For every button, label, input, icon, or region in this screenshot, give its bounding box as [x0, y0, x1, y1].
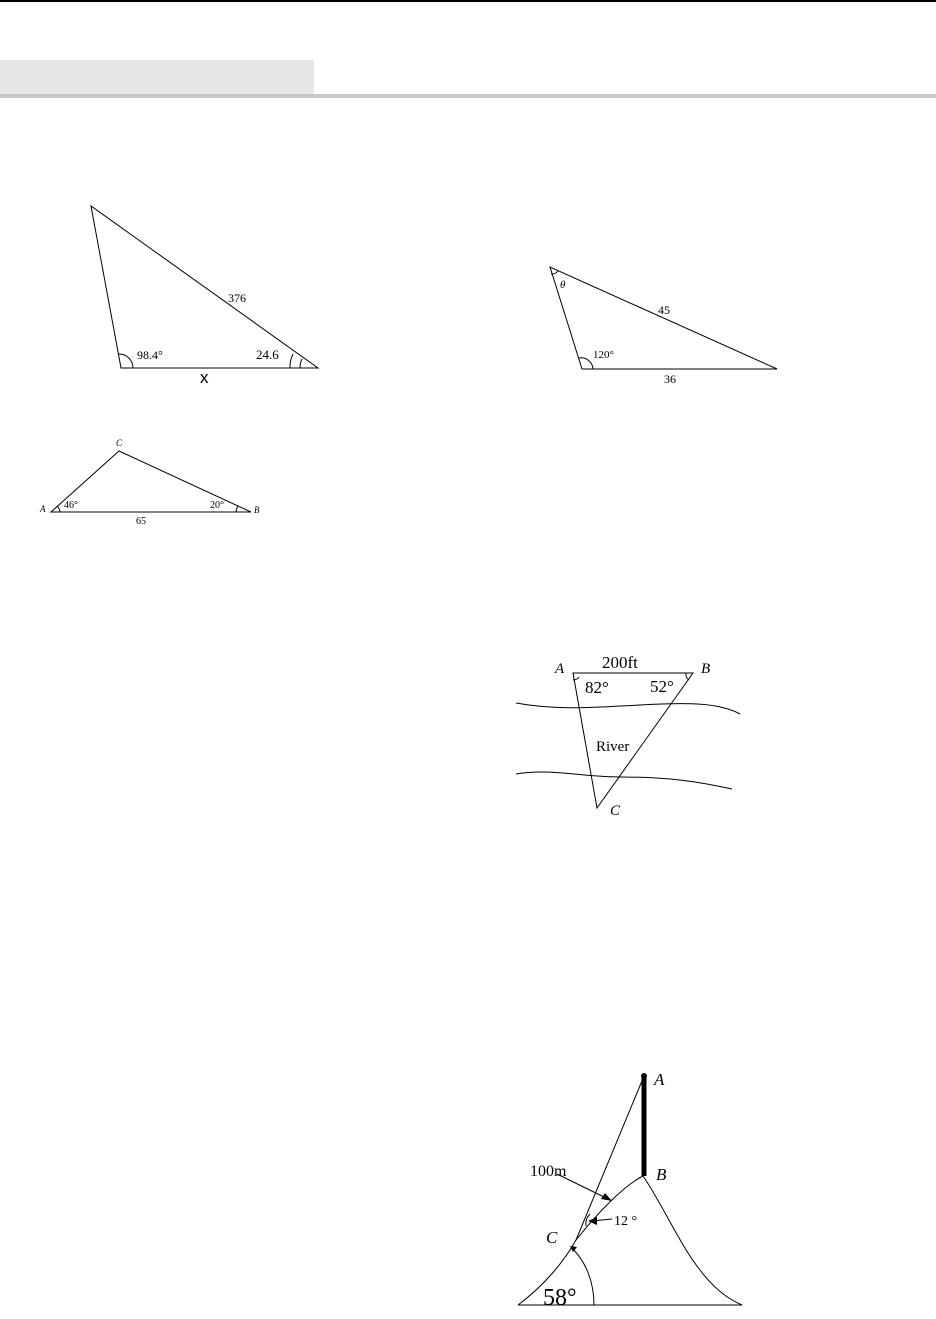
angle-arc-24 — [290, 354, 293, 368]
fig3-vertex-c: C — [116, 438, 123, 448]
fig5-angle-12: 12 ° — [614, 1214, 638, 1229]
fig3-angle-46: 46° — [64, 500, 78, 511]
fig3-vertex-a: A — [40, 504, 46, 514]
river-bank-bottom — [516, 772, 732, 789]
fig2-side-45: 45 — [658, 303, 670, 317]
fig1-angle-24: 24.6 — [256, 347, 279, 362]
fig4-angle-52: 52° — [650, 677, 674, 696]
fig5-vertex-b: B — [656, 1165, 667, 1184]
fig4-vertex-a: A — [555, 661, 565, 677]
fig4-vertex-b: B — [701, 661, 711, 677]
fig2-side-36: 36 — [664, 372, 676, 386]
angle-arc-24-inner — [300, 359, 302, 368]
fig4-distance: 200ft — [602, 653, 638, 672]
fig5-vertex-a: A — [654, 1070, 665, 1089]
fig1-side-x: x — [200, 368, 209, 387]
triangle-1-shape — [91, 206, 318, 368]
figure-mountain — [518, 1076, 742, 1305]
angle-arc-46 — [57, 506, 60, 512]
figure-triangle-1 — [91, 206, 318, 368]
fig5-length-100m: 100m — [530, 1163, 567, 1180]
pole-top — [641, 1073, 647, 1079]
arrow-100m-head — [601, 1193, 612, 1201]
triangle-2-shape — [550, 267, 777, 369]
angle-arc-20 — [236, 506, 238, 512]
fig4-angle-82: 82° — [585, 678, 609, 697]
fig1-side-376: 376 — [228, 291, 246, 305]
fig4-river-label: River — [596, 739, 630, 755]
fig1-angle-98: 98.4° — [137, 348, 163, 362]
fig2-angle-120: 120° — [593, 349, 614, 361]
fig3-side-65: 65 — [136, 516, 146, 527]
river-bank-top — [516, 703, 740, 714]
fig2-angle-theta: θ — [560, 279, 566, 291]
figure-triangle-2 — [550, 267, 777, 369]
fig3-angle-20: 20° — [210, 500, 224, 511]
fig4-vertex-c: C — [610, 803, 621, 819]
fig5-vertex-c: C — [546, 1228, 558, 1247]
fig5-angle-58: 58° — [543, 1285, 577, 1311]
fig3-vertex-b: B — [254, 505, 260, 515]
